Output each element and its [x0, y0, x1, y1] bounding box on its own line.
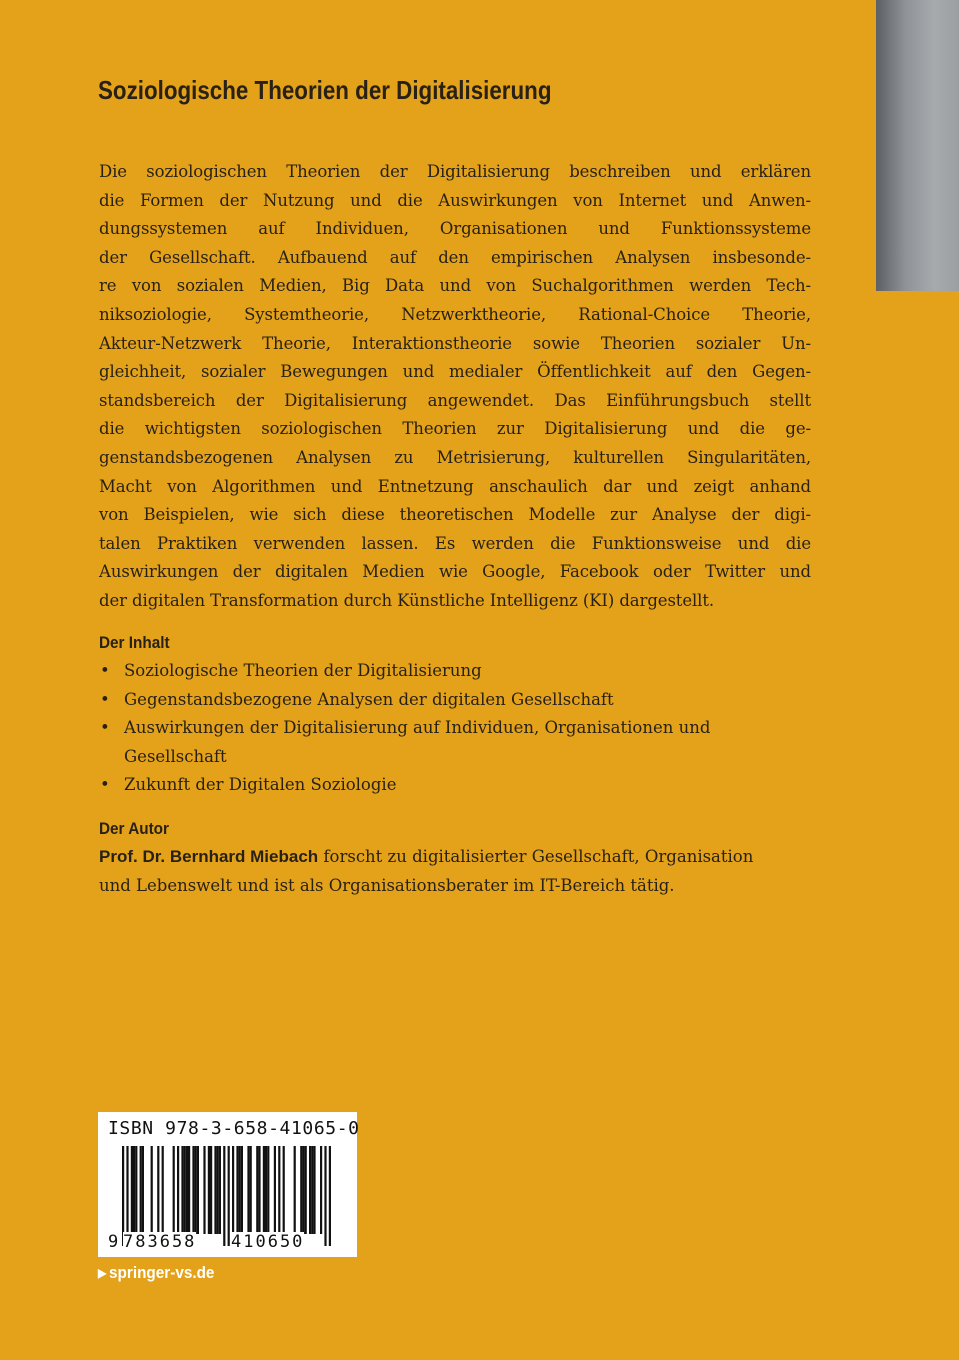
- list-item-text: Zukunft der Digitalen Soziologie: [124, 775, 397, 795]
- description-paragraph: [99, 158, 811, 616]
- barcode-digits: [98, 1112, 357, 1257]
- description-line: Die soziologischen Theorien der Digitalisierung beschreiben und erklären: [99, 162, 811, 181]
- bullet-icon: •: [100, 775, 110, 795]
- list-item-text: Soziologische Theorien der Digitalisierung: [124, 661, 482, 680]
- description-line: re von sozialen Medien, Big Data und von Suchalgorithmen werden Tech-: [99, 276, 811, 296]
- description-line: Macht von Algorithmen und Entnetzung anschaulich dar und zeigt anhand: [99, 476, 811, 496]
- barcode-digit-first: 9: [108, 1232, 121, 1252]
- description-line: der digitalen Transformation durch Künstliche Intelligenz (KI) dargestellt.: [99, 590, 715, 610]
- bullet-icon: •: [100, 718, 110, 738]
- description-line: gleichheit, sozialer Bewegungen und medialer Öffentlichkeit auf den Gegen-: [99, 362, 811, 382]
- description-line: niksoziologie, Systemtheorie, Netzwerktheorie, Rational-Choice Theorie,: [99, 304, 811, 324]
- list-item-text: Auswirkungen der Digitalisierung auf Individuen, Organisationen und: [124, 718, 711, 738]
- arrow-right-icon: ▶: [98, 1266, 107, 1280]
- description-line: genstandsbezogenen Analysen zu Metrisierung, kulturellen Singularitäten,: [99, 447, 811, 467]
- list-item: [99, 686, 811, 715]
- list-item: [99, 771, 811, 800]
- list-item-text: Gegenstandsbezogene Analysen der digitalen Gesellschaft: [124, 689, 614, 709]
- description-line: die wichtigsten soziologischen Theorien zur Digitalisierung und die ge-: [99, 419, 811, 439]
- contents-list: [99, 657, 811, 800]
- author-bio-line: und Lebenswelt und ist als Organisationsberater im IT-Bereich tätig.: [99, 875, 675, 895]
- description-line: standsbereich der Digitalisierung angewendet. Das Einführungsbuch stellt: [99, 390, 811, 410]
- author-bio: [99, 843, 819, 900]
- list-item-text-continued: Gesellschaft: [124, 746, 227, 766]
- description-line: die Formen der Nutzung und die Auswirkungen von Internet und Anwen-: [99, 190, 811, 210]
- spine-gray-block: [876, 0, 959, 291]
- author-name: Prof. Dr. Bernhard Miebach: [99, 847, 319, 866]
- description-line: von Beispielen, wie sich diese theoretischen Modelle zur Analyse der digi-: [99, 505, 811, 525]
- description-line: Akteur-Netzwerk Theorie, Interaktionstheorie sowie Theorien sozialer Un-: [99, 333, 811, 353]
- bullet-icon: •: [100, 689, 110, 709]
- description-line: der Gesellschaft. Aufbauend auf den empirischen Analysen insbesonde-: [99, 247, 811, 267]
- barcode-digits-left: 783658: [123, 1232, 197, 1252]
- author-bio-line: [99, 843, 819, 872]
- list-item: [99, 657, 811, 686]
- book-title: Soziologische Theorien der Digitalisierung: [98, 75, 552, 105]
- isbn-barcode: [98, 1112, 360, 1257]
- bullet-icon: •: [100, 661, 110, 680]
- author-heading: Der Autor: [99, 819, 169, 838]
- author-bio-text: forscht zu digitalisierter Gesellschaft, Organisation: [318, 847, 754, 866]
- isbn-label: ISBN 978-3-658-41065-0: [108, 1118, 360, 1139]
- list-item: [99, 714, 811, 771]
- description-line: Auswirkungen der digitalen Medien wie Google, Facebook oder Twitter und: [99, 562, 811, 582]
- barcode-digits-right: 410650: [231, 1232, 305, 1252]
- description-line: talen Praktiken verwenden lassen. Es werden die Funktionsweise und die: [99, 533, 811, 553]
- description-line: dungssystemen auf Individuen, Organisationen und Funktionssysteme: [99, 219, 811, 239]
- publisher-url: springer-vs.de: [109, 1263, 215, 1282]
- publisher-link[interactable]: [98, 1262, 214, 1284]
- contents-heading: Der Inhalt: [99, 633, 170, 652]
